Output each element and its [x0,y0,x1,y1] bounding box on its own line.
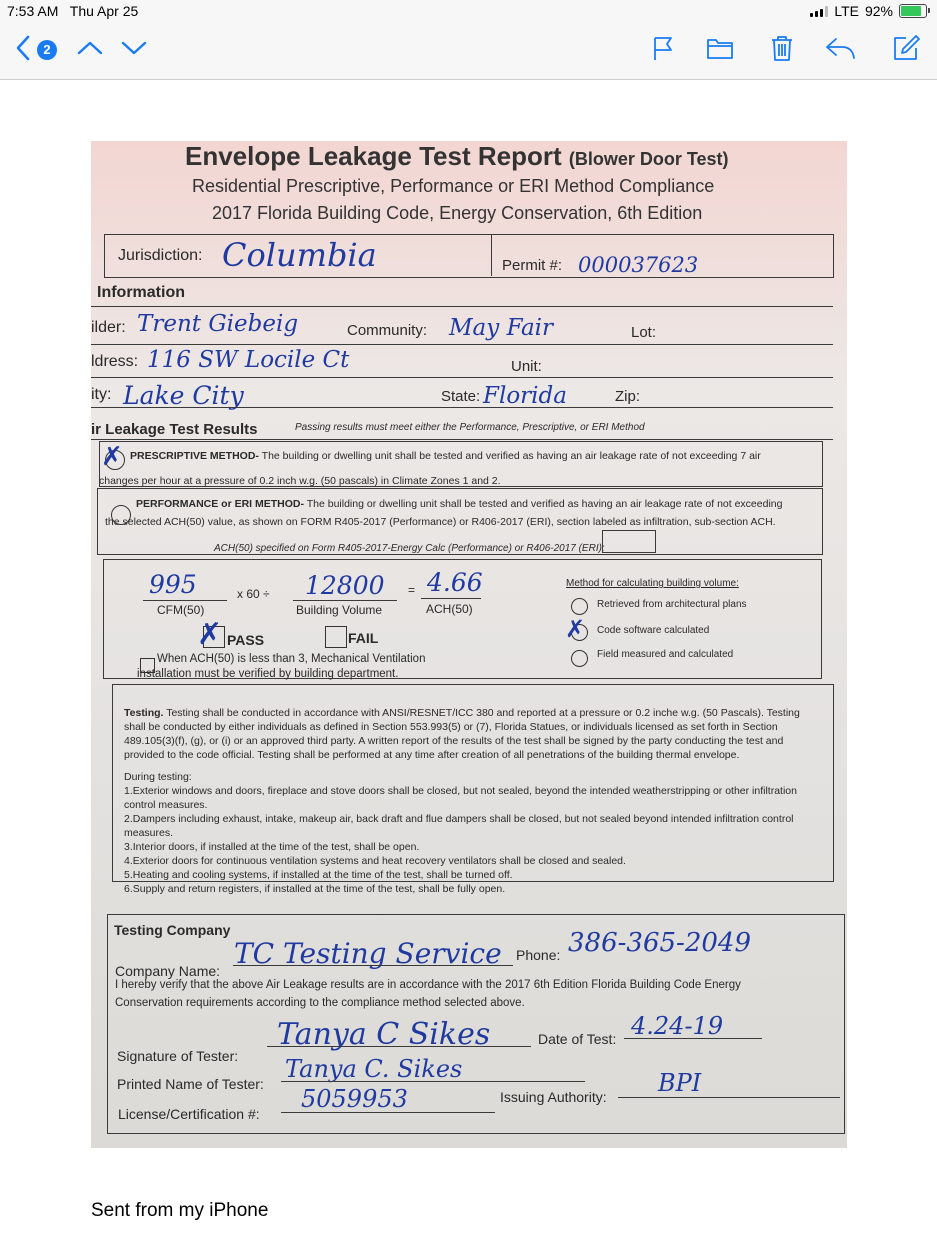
status-bar [0,0,937,24]
state-value: Florida [483,383,567,409]
license-underline [281,1112,495,1113]
chevron-down-icon [121,40,147,61]
fail-checkbox[interactable] [325,626,347,648]
method-option-1-radio[interactable] [571,598,588,615]
permit-value: 000037623 [578,253,699,277]
jurisdiction-label: Jurisdiction: [118,247,203,264]
cfm-underline [143,600,227,601]
chevron-up-icon [77,40,103,61]
prescriptive-text-1: The building or dwelling unit shall be tested and verified as having an air leakage rate of not exceeding 7 air [261,450,761,462]
company-heading: Testing Company [114,922,231,938]
jurisdiction-row [104,234,834,278]
during-item-5: 5.Heating and cooling systems, if installed at the time of the test, shall be turned off. [124,869,513,881]
during-item-4: 4.Exterior doors for continuous ventilation systems and heat recovery ventilators shall be closed and sealed. [124,855,626,867]
method-option-1: Retrieved from architectural plans [597,599,747,610]
company-underline [233,965,513,966]
performance-text-line-1 [136,498,782,510]
results-heading: ir Leakage Test Results [91,421,258,438]
battery-icon [899,4,927,18]
info-line-4 [91,407,833,408]
company-label: Company Name: [115,963,221,979]
during-item-3: 3.Interior doors, if installed at the time of the test, shall be open. [124,841,420,853]
ach-label: ACH(50) [426,602,473,616]
during-item-2: 2.Dampers including exhaust, intake, makeup air, back draft and flue dampers shall be closed, but not sealed beyond intended infiltration control measures. [124,813,794,839]
form-title: Envelope Leakage Test Report [185,141,562,171]
volume-value: 12800 [305,571,385,600]
community-label: Community: [347,322,428,339]
form-subtitle-1: Residential Prescriptive, Performance or ERI Method Compliance [192,176,715,196]
method-option-3-radio[interactable] [571,650,588,667]
authority-underline [618,1097,840,1098]
performance-text-2: the selected ACH(50) value, as shown on FORM R405-2017 (Performance) or R406-2017 (ERI), section labeled as infiltration, sub-section ACH. [105,516,776,528]
trash-icon [770,34,794,67]
compose-icon [892,34,920,67]
ach-spec-input[interactable] [602,530,656,553]
verify-text-2: Conservation requirements according to the compliance method selected above. [115,997,525,1009]
city-value: Lake City [123,381,244,410]
info-line-1 [91,306,833,307]
status-date: Thu Apr 25 [69,3,139,19]
back-button[interactable] [10,34,62,66]
pass-check-mark: ✗ [197,617,223,652]
reply-button[interactable] [822,34,858,66]
testing-bold: Testing. [124,707,164,719]
lot-label: Lot: [631,324,657,341]
printed-name-underline [281,1081,585,1082]
move-to-folder-button[interactable] [704,34,736,66]
state-label: State: [441,388,481,405]
info-line-3 [91,377,833,378]
license-value: 5059953 [301,1085,408,1113]
reply-icon [824,36,856,65]
license-label: License/Certification #: [118,1106,260,1122]
permit-label: Permit #: [502,257,563,274]
date-underline [624,1038,762,1039]
next-message-button[interactable] [118,34,150,66]
ach-spec-label: ACH(50) specified on Form R405-2017-Energy Calc (Performance) or R406-2017 (ERI): [214,543,605,554]
results-line [91,439,833,440]
signature-underline [267,1046,531,1047]
community-value: May Fair [449,315,554,341]
performance-bold: PERFORMANCE or ERI METHOD- [136,498,304,510]
prescriptive-check-mark: ✗ [101,442,123,472]
equals-sign: = [408,583,416,597]
previous-message-button[interactable] [74,34,106,66]
attachment-photo[interactable] [91,141,847,1148]
prescriptive-text-line-1 [130,450,761,462]
during-heading: During testing: [124,771,192,783]
during-item-6: 6.Supply and return registers, if installed at the time of the test, shall be fully open. [124,883,506,895]
printed-name-label: Printed Name of Tester: [117,1076,264,1092]
ach-underline [421,598,481,599]
delete-button[interactable] [766,34,798,66]
signature-label: Signature of Tester: [117,1048,239,1064]
unit-label: Unit: [511,358,542,375]
mech-vent-1: When ACH(50) is less than 3, Mechanical Ventilation [157,653,426,665]
information-heading: Information [97,284,185,301]
method-heading: Method for calculating building volume: [566,578,739,589]
status-time: 7:53 AM [7,3,59,19]
message-count-badge: 2 [37,40,57,60]
verify-text-1: I hereby verify that the above Air Leakage results are in accordance with the 2017 6th Edition Florida Building Code Energy [115,979,741,991]
mech-vent-2: installation must be verified by building department. [137,668,399,680]
compose-button[interactable] [890,34,922,66]
times-sixty: x 60 ÷ [237,587,270,601]
testing-paragraph [124,706,804,762]
volume-underline [293,600,397,601]
form-subtitle-2: 2017 Florida Building Code, Energy Conservation, 6th Edition [212,203,703,223]
during-item-1: 1.Exterior windows and doors, fireplace and stove doors shall be closed, but not sealed, beyond the intended weatherstripping or other infiltration control measures. [124,785,797,811]
jurisdiction-value: Columbia [222,236,377,274]
cfm-label: CFM(50) [157,603,205,617]
performance-text-1: The building or dwelling unit shall be tested and verified as having an air leakage rate of not exceeding [306,498,783,510]
jurisdiction-divider [491,235,492,276]
address-value: 116 SW Locile Ct [147,347,350,373]
city-label: ity: [91,386,112,403]
builder-label: ilder: [91,319,126,336]
battery-percent: 92% [864,3,893,19]
signature-value: Tanya C Sikes [277,1017,491,1052]
printed-name-value: Tanya C. Sikes [285,1055,463,1083]
zip-label: Zip: [615,388,641,405]
status-time-date [7,3,138,19]
leakage-test-form [91,141,847,1148]
phone-value: 386-365-2049 [568,928,751,958]
method-option-2-check-mark: ✗ [565,615,586,643]
prescriptive-text-2: changes per hour at a pressure of 0.2 inch w.g. (50 pascals) in Climate Zones 1 and 2. [99,475,501,487]
flag-button[interactable] [648,34,678,66]
pass-label: PASS [227,632,265,648]
company-value: TC Testing Service [234,937,502,970]
network-label: LTE [834,3,859,19]
volume-label: Building Volume [296,603,383,617]
fail-label: FAIL [348,630,379,646]
date-label: Date of Test: [538,1031,617,1047]
builder-value: Trent Giebeig [137,311,299,337]
form-title-suffix: (Blower Door Test) [568,149,729,169]
chevron-left-icon [15,35,31,66]
address-label: ldress: [91,353,139,370]
status-indicators [810,3,927,19]
authority-label: Issuing Authority: [500,1089,607,1105]
cfm-value: 995 [149,570,197,599]
phone-label: Phone: [516,947,561,963]
during-testing-list [124,770,824,896]
folder-icon [706,36,734,65]
results-note: Passing results must meet either the Performance, Prescriptive, or ERI Method [295,422,645,433]
signal-icon [810,6,828,17]
ach-value: 4.66 [427,568,483,597]
prescriptive-bold: PRESCRIPTIVE METHOD- [130,450,259,462]
testing-text: Testing shall be conducted in accordance with ANSI/RESNET/ICC 380 and reported at a pressure or 0.2 inche w.g. (50 Pascals). Testing shall be conducted by either individuals as defined in Section 553.993(5) or (7), Florida Statues, or individuals licensed as set forth in Section 489.105(3)(f), (g), or (i) or an approved third party. A written report of the results of the test shall be signed by the party conducting the test and provided to the code official. Testing shall be performed at any time after creation of all penetrations of the building thermal envelope. [124,707,800,761]
form-title-row [185,141,729,172]
info-line-2 [91,344,833,345]
method-option-2: Code software calculated [597,625,710,636]
method-option-3: Field measured and calculated [597,649,734,660]
email-signature: Sent from my iPhone [91,1200,269,1221]
flag-icon [652,35,674,66]
mail-toolbar [0,24,937,80]
authority-value: BPI [658,1069,702,1097]
date-value: 4.24-19 [631,1012,724,1040]
